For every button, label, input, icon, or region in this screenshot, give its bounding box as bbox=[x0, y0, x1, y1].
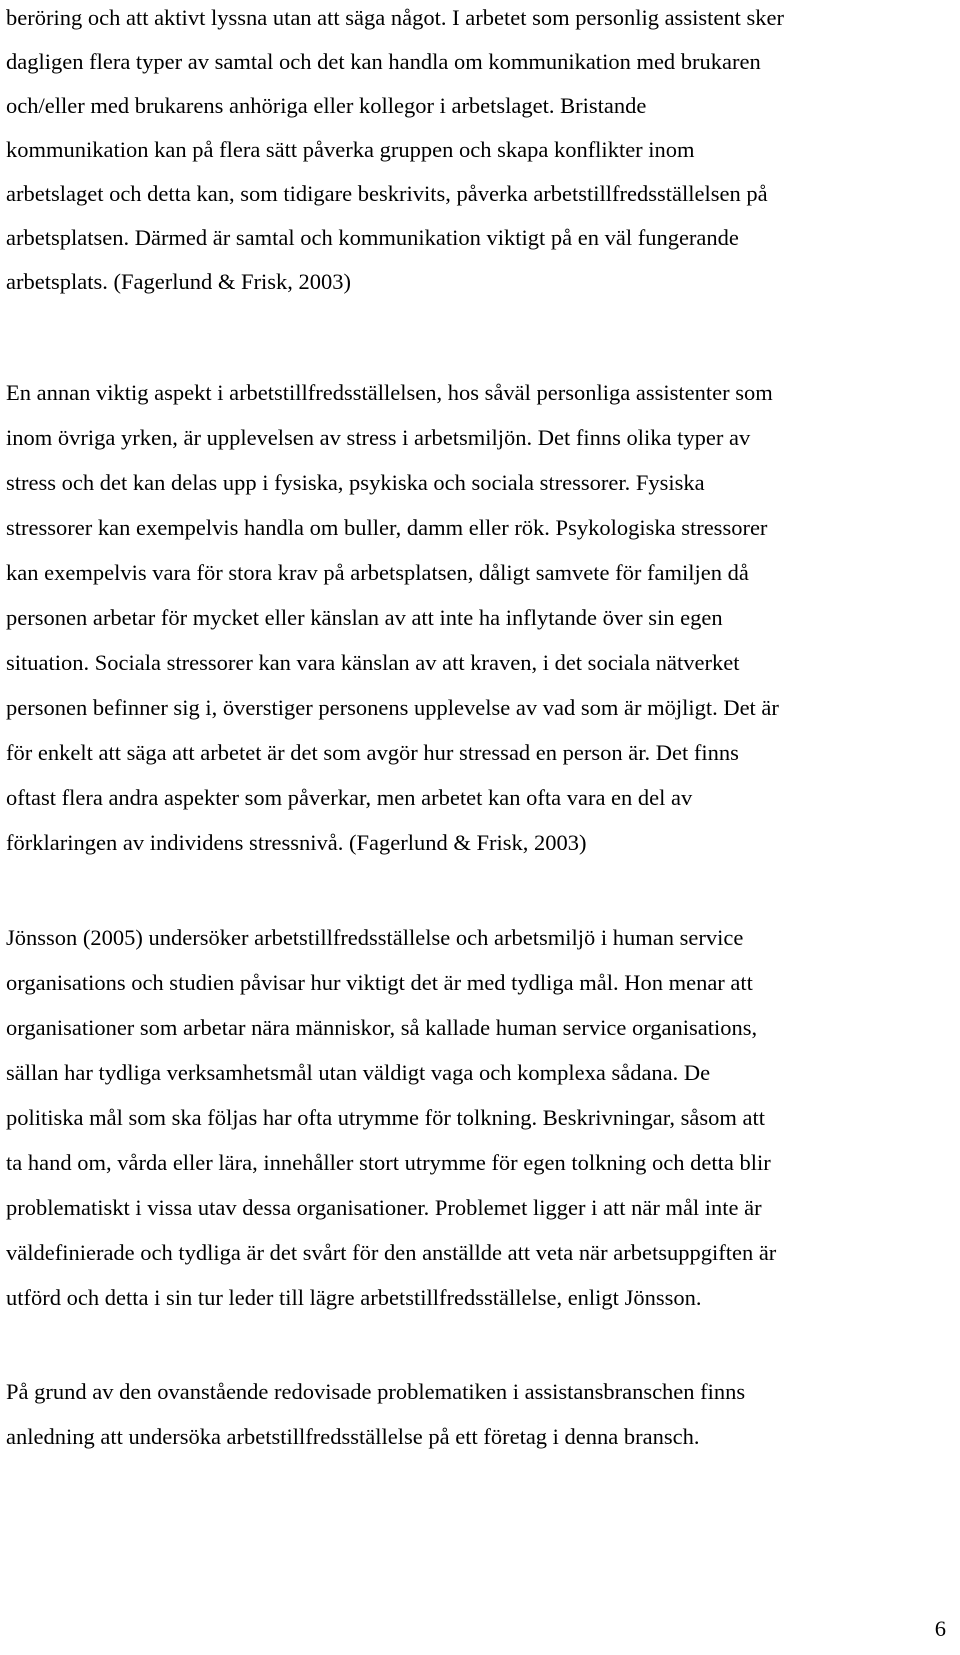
text-line: På grund av den ovanstående redovisade problematiken i assistansbranschen finns bbox=[6, 1379, 746, 1404]
text-line: stressorer kan exempelvis handla om buller, damm eller rök. Psykologiska stressorer bbox=[6, 515, 768, 540]
text-line: kan exempelvis vara för stora krav på arbetsplatsen, dåligt samvete för familjen då bbox=[6, 560, 749, 585]
text-line: anledning att undersöka arbetstillfredsställelse på ett företag i denna bransch. bbox=[6, 1424, 700, 1449]
text-line: organisationer som arbetar nära människor, så kallade human service organisations, bbox=[6, 1015, 758, 1040]
text-line: inom övriga yrken, är upplevelsen av stress i arbetsmiljön. Det finns olika typer av bbox=[6, 425, 751, 450]
document-page bbox=[6, 0, 946, 1655]
page-number: 6 bbox=[934, 1616, 946, 1641]
text-line: förklaringen av individens stressnivå. (Fagerlund & Frisk, 2003) bbox=[6, 830, 587, 855]
text-line: och/eller med brukarens anhöriga eller kollegor i arbetslaget. Bristande bbox=[6, 93, 647, 118]
text-line: oftast flera andra aspekter som påverkar, men arbetet kan ofta vara en del av bbox=[6, 785, 693, 810]
text-line: organisations och studien påvisar hur viktigt det är med tydliga mål. Hon menar att bbox=[6, 970, 753, 995]
text-line: arbetslaget och detta kan, som tidigare beskrivits, påverka arbetstillfredsställelsen på bbox=[6, 181, 768, 206]
text-line: personen befinner sig i, överstiger personens upplevelse av vad som är möjligt. Det är bbox=[6, 695, 779, 720]
text-line: arbetsplats. (Fagerlund & Frisk, 2003) bbox=[6, 269, 351, 294]
text-line: dagligen flera typer av samtal och det kan handla om kommunikation med brukaren bbox=[6, 49, 761, 74]
text-line: arbetsplatsen. Därmed är samtal och kommunikation viktigt på en väl fungerande bbox=[6, 225, 739, 250]
text-line: ta hand om, vårda eller lära, innehåller stort utrymme för egen tolkning och detta blir bbox=[6, 1150, 771, 1175]
text-line: sällan har tydliga verksamhetsmål utan väldigt vaga och komplexa sådana. De bbox=[6, 1060, 711, 1085]
text-line: beröring och att aktivt lyssna utan att säga något. I arbetet som personlig assistent sker bbox=[6, 5, 784, 30]
text-line: utförd och detta i sin tur leder till lägre arbetstillfredsställelse, enligt Jönsson. bbox=[6, 1285, 702, 1310]
text-line: En annan viktig aspekt i arbetstillfredsställelsen, hos såväl personliga assistenter som bbox=[6, 380, 773, 405]
text-line: personen arbetar för mycket eller känslan av att inte ha inflytande över sin egen bbox=[6, 605, 723, 630]
text-line: väldefinierade och tydliga är det svårt för den anställde att veta när arbetsuppgiften är bbox=[6, 1240, 777, 1265]
text-line: kommunikation kan på flera sätt påverka gruppen och skapa konflikter inom bbox=[6, 137, 695, 162]
text-line: politiska mål som ska följas har ofta utrymme för tolkning. Beskrivningar, såsom att bbox=[6, 1105, 765, 1130]
text-line: Jönsson (2005) undersöker arbetstillfredsställelse och arbetsmiljö i human service bbox=[6, 925, 744, 950]
text-line: problematiskt i vissa utav dessa organisationer. Problemet ligger i att när mål inte är bbox=[6, 1195, 762, 1220]
text-line: stress och det kan delas upp i fysiska, psykiska och sociala stressorer. Fysiska bbox=[6, 470, 705, 495]
text-line: situation. Sociala stressorer kan vara känslan av att kraven, i det sociala nätverket bbox=[6, 650, 740, 675]
text-line: för enkelt att säga att arbetet är det som avgör hur stressad en person är. Det finns bbox=[6, 740, 739, 765]
